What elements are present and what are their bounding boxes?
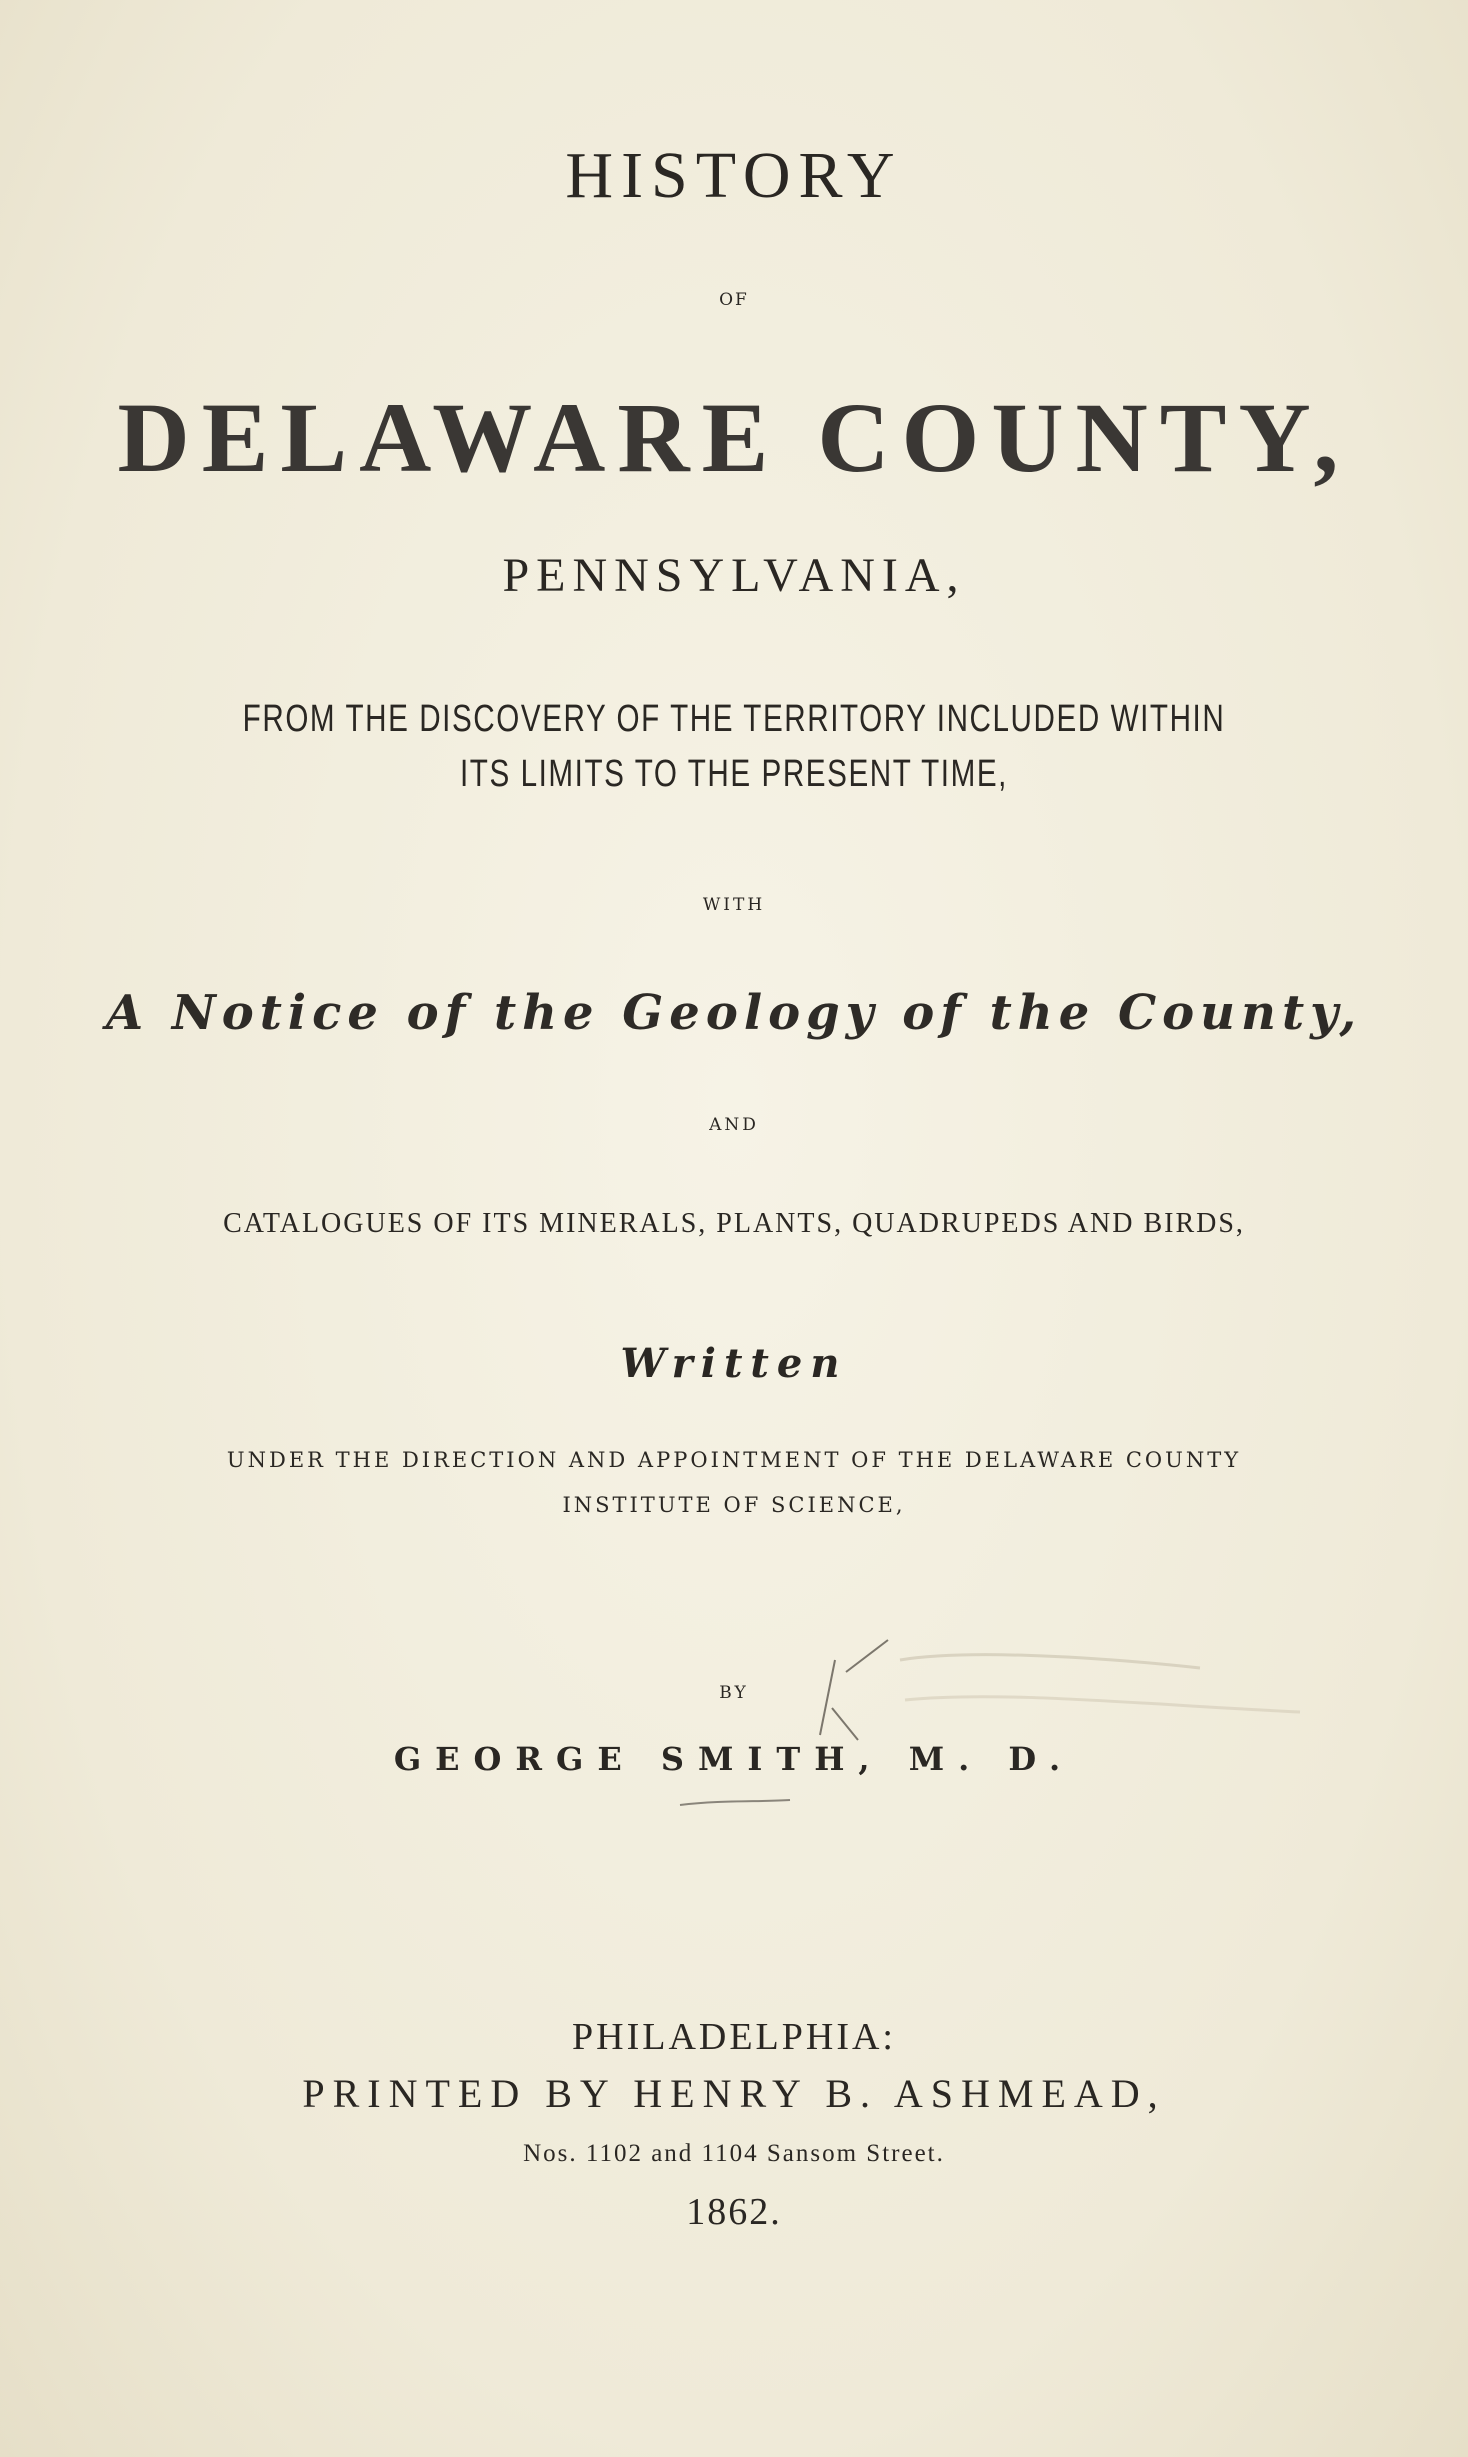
with-word: WITH — [702, 895, 766, 915]
written-word: Written — [620, 1340, 848, 1387]
by-word: BY — [719, 1683, 749, 1703]
direction-line-2: INSTITUTE OF SCIENCE, — [562, 1493, 906, 1517]
book-title: HISTORY — [565, 139, 903, 212]
imprint-city: PHILADELPHIA: — [572, 2016, 896, 2058]
subtitle-line-1: FROM THE DISCOVERY OF THE TERRITORY INCLUDED WITHIN — [242, 698, 1226, 740]
geology-notice: A Notice of the Geology of the County, — [105, 985, 1363, 1041]
imprint-address: Nos. 1102 and 1104 Sansom Street. — [523, 2140, 945, 2167]
imprint-year: 1862. — [686, 2191, 782, 2233]
of-word: OF — [719, 290, 749, 310]
author-name: GEORGE SMITH, M. D. — [393, 1740, 1075, 1778]
subtitle-line-2: ITS LIMITS TO THE PRESENT TIME, — [460, 753, 1008, 795]
and-word: AND — [709, 1115, 759, 1135]
imprint-printer: PRINTED BY HENRY B. ASHMEAD, — [302, 2071, 1166, 2116]
direction-line-1: UNDER THE DIRECTION AND APPOINTMENT OF THE DELAWARE COUNTY — [226, 1448, 1242, 1472]
state-name: PENNSYLVANIA, — [502, 549, 966, 602]
county-name: DELAWARE COUNTY, — [117, 382, 1351, 493]
catalogues-line: CATALOGUES OF ITS MINERALS, PLANTS, QUADRUPEDS AND BIRDS, — [223, 1208, 1245, 1239]
